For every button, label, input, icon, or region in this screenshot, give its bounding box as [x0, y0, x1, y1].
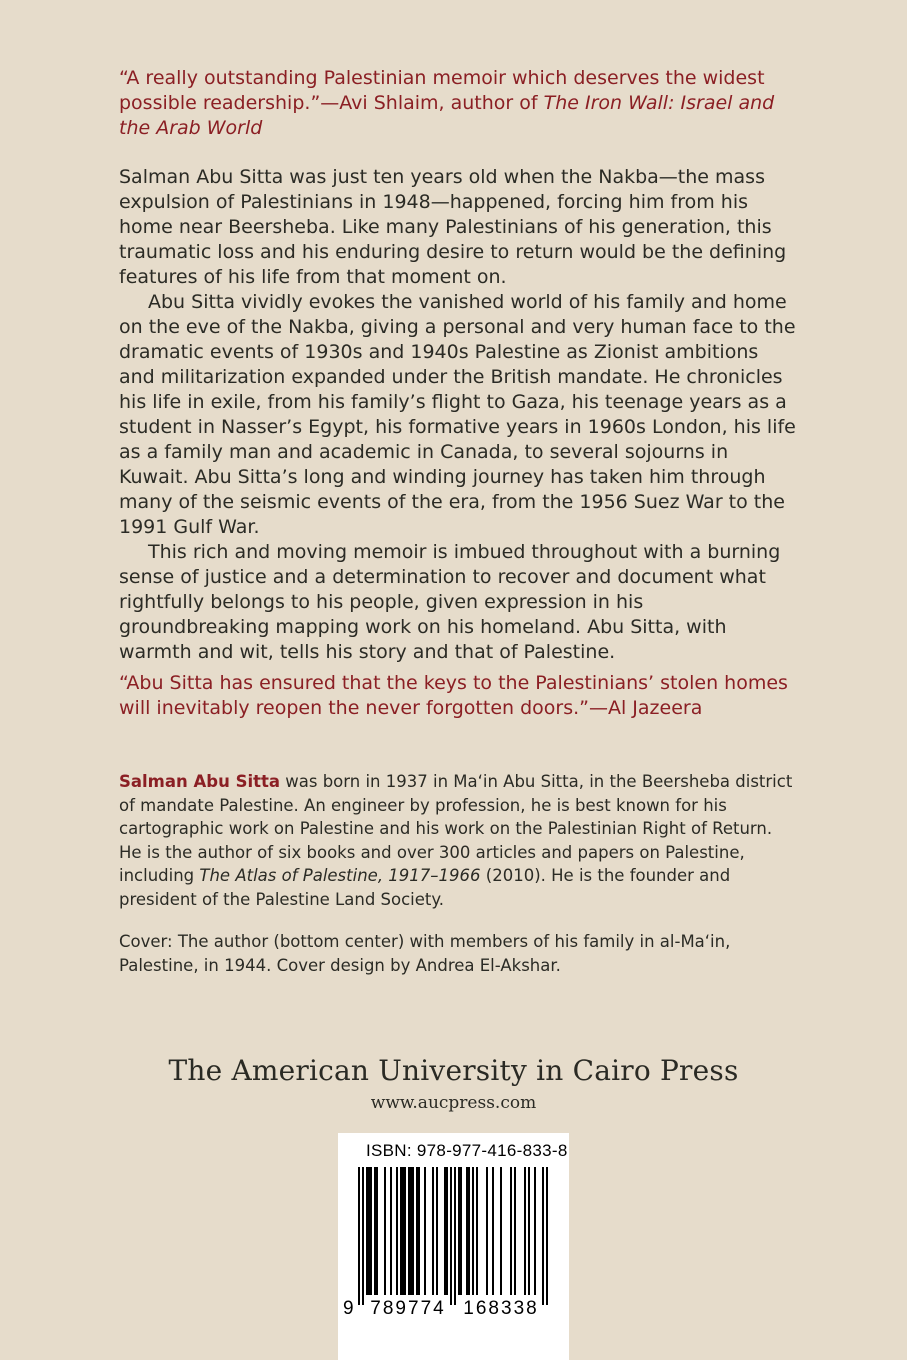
barcode-bar [376, 1167, 378, 1295]
quote-shlaim-text: “A really outstanding Palestinian memoir which deserves the widest possible readership.”—Avi Shlaim, author of [119, 67, 765, 114]
barcode-bar [412, 1167, 414, 1295]
barcode-bar [444, 1167, 446, 1295]
barcode-bar [366, 1167, 368, 1295]
description-paragraph: Abu Sitta vividly evokes the vanished world of his family and home on the eve of the Nakba, giving a personal and very human face to the dramatic events of 1930s and 1940s Palestine as Zionist ambitions and militarization expanded under the British mandate. He chronicles his life in exile, from his family’s flight to Gaza, his teenage years as a student in Nasser’s Egypt, his formative years in 1960s London, his life as a family man and academic in Canada, to several sojourns in Kuwait. Abu Sitta’s long and winding journey has taken him through many of the seismic events of the era, from the 1956 Suez War to the 1991 Gulf War. [119, 291, 796, 538]
bio-text-end: (2010). He is the founder and president of the Palestine Land Society. [119, 866, 731, 909]
barcode-bar [528, 1167, 530, 1295]
barcode-first-digit: 9 [343, 1298, 354, 1319]
barcode-bar [510, 1167, 512, 1295]
barcode-bar [500, 1167, 502, 1295]
barcode-right-digits: 168338 [463, 1298, 539, 1319]
barcode-bars [338, 1133, 569, 1360]
barcode-bar [458, 1167, 460, 1295]
barcode-bar [476, 1167, 478, 1295]
review-quote-al-jazeera: “Abu Sitta has ensured that the keys to the Palestinians’ stolen homes will inevitably reopen the never forgotten doors.”—Al Jazeera [119, 672, 788, 719]
barcode-bar [404, 1167, 406, 1295]
barcode-bar [546, 1167, 548, 1305]
barcode-bar [396, 1167, 398, 1295]
book-description [119, 165, 799, 665]
description-paragraph: Salman Abu Sitta was just ten years old when the Nakba—the mass expulsion of Palestinians in 1948—happened, forcing him from his home near Beersheba. Like many Palestinians of his generation, this traumatic loss and his enduring desire to return would be the defining features of his life from that moment on. [119, 166, 787, 288]
barcode-bar [486, 1167, 488, 1295]
barcode-bar [424, 1167, 426, 1295]
barcode-bar [390, 1167, 392, 1295]
barcode-bar [472, 1167, 474, 1295]
barcode-bar [410, 1167, 412, 1295]
barcode-bar [370, 1167, 372, 1295]
isbn-label: ISBN: 978-977-416-833-8 [366, 1141, 568, 1160]
quote-shlaim-book-title: The Iron Wall: Israel and the Arab World [119, 92, 775, 139]
barcode-bar [466, 1167, 468, 1295]
barcode-bar [362, 1167, 364, 1305]
barcode-bar [384, 1167, 386, 1295]
barcode-bar [418, 1167, 420, 1295]
barcode-left-digits: 789774 [370, 1298, 446, 1319]
barcode-bar [460, 1167, 462, 1295]
barcode-bar [454, 1167, 456, 1305]
cover-credit: Cover: The author (bottom center) with members of his family in al-Ma‘in, Palestine, in 1944. Cover design by Andrea El-Akshar. [119, 932, 731, 975]
barcode-bar [402, 1167, 404, 1295]
barcode-bar [432, 1167, 434, 1295]
barcode-bar [450, 1167, 452, 1305]
barcode-bar [542, 1167, 544, 1305]
barcode-bar [400, 1167, 402, 1295]
barcode-bar [468, 1167, 470, 1295]
barcode-bar [368, 1167, 370, 1295]
barcode-bar [492, 1167, 494, 1295]
author-bio [119, 770, 799, 911]
isbn-barcode [338, 1133, 569, 1360]
author-name: Salman Abu Sitta [119, 772, 281, 791]
atlas-title: The Atlas of Palestine, 1917–1966 [199, 866, 481, 885]
review-quote-shlaim [119, 66, 799, 141]
barcode-bar [374, 1167, 376, 1295]
publisher-name: The American University in Cairo Press [168, 1054, 739, 1087]
bio-text: was born in 1937 in Ma‘in Abu Sitta, in the Beersheba district of mandate Palestine. An engineer by profession, he is best known for his cartographic work on Palestine and his work on the Palestinian Right of Return. He is the author of six books and over 300 articles and papers on Palestine, including [119, 772, 793, 885]
barcode-bar [524, 1167, 526, 1295]
barcode-bar [358, 1167, 360, 1305]
barcode-bar [514, 1167, 516, 1295]
description-paragraph: This rich and moving memoir is imbued throughout with a burning sense of justice and a determination to recover and document what rightfully belongs to his people, given expression in his groundbreaking mapping work on his homeland. Abu Sitta, with warmth and wit, tells his story and that of Palestine. [119, 541, 781, 663]
publisher-url: www.aucpress.com [370, 1093, 537, 1113]
barcode-bar [408, 1167, 410, 1295]
barcode-bar [534, 1167, 536, 1295]
barcode-bar [416, 1167, 418, 1295]
barcode-bar [446, 1167, 448, 1295]
barcode-bar [436, 1167, 438, 1295]
